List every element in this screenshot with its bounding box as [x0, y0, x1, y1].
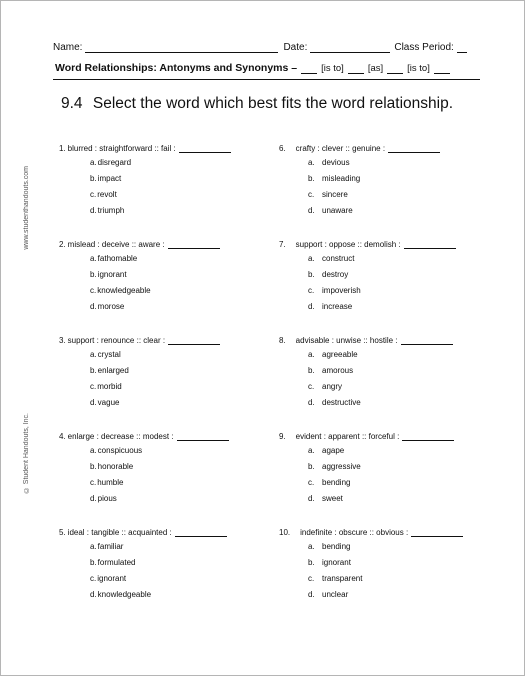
question-number: 8.: [279, 336, 286, 345]
choice-text: fathomable: [97, 254, 138, 263]
answer-choice[interactable]: [90, 174, 121, 183]
question-text: advisable : unwise :: hostile :: [295, 336, 398, 345]
answer-blank[interactable]: [402, 431, 454, 441]
choice-letter: c.: [90, 286, 97, 295]
answer-choice[interactable]: [308, 254, 354, 263]
choice-letter: b.: [90, 462, 97, 471]
choice-text: ignorant: [97, 270, 127, 279]
answer-choice[interactable]: [90, 478, 123, 487]
answer-choice[interactable]: [90, 494, 117, 503]
question-2: [59, 239, 220, 311]
choice-letter: b.: [90, 174, 97, 183]
choice-text: conspicuous: [97, 446, 143, 455]
choice-text: familiar: [97, 542, 124, 551]
name-blank: [85, 41, 278, 53]
answer-blank[interactable]: [175, 527, 227, 537]
instructions-text: Select the word which best fits the word relationship.: [92, 95, 454, 112]
answer-choice[interactable]: [308, 542, 350, 551]
question-number: 2.: [59, 240, 66, 249]
answer-choice[interactable]: [308, 206, 353, 215]
answer-blank[interactable]: [177, 431, 229, 441]
title-blank-1: [301, 63, 317, 74]
sidebar-copyright: © Student Handouts, Inc.: [23, 413, 30, 494]
question-text: support : oppose :: demolish :: [295, 240, 401, 249]
choice-text: transparent: [322, 574, 363, 583]
choice-letter: b.: [90, 366, 97, 375]
choice-letter: c.: [308, 286, 315, 295]
choice-text: bending: [322, 478, 351, 487]
answer-choice[interactable]: [308, 158, 350, 167]
answer-blank[interactable]: [404, 239, 456, 249]
answer-choice[interactable]: [308, 462, 361, 471]
answer-choice[interactable]: [308, 590, 348, 599]
question-5: [59, 527, 227, 599]
question-number: 4.: [59, 432, 66, 441]
answer-choice[interactable]: [90, 190, 117, 199]
answer-blank[interactable]: [168, 335, 220, 345]
choice-text: destructive: [322, 398, 361, 407]
question-stem: [279, 431, 454, 441]
choice-text: unaware: [322, 206, 353, 215]
question-1: [59, 143, 231, 215]
choice-letter: d.: [308, 302, 315, 311]
choice-letter: b.: [308, 270, 315, 279]
choice-letter: a.: [90, 350, 97, 359]
choice-text: morose: [97, 302, 125, 311]
title-is-to-1: [is to]: [321, 63, 344, 74]
answer-choice[interactable]: [308, 190, 348, 199]
question-3: [59, 335, 220, 407]
choice-letter: a.: [308, 446, 315, 455]
choice-letter: c.: [90, 382, 97, 391]
date-blank: [310, 41, 390, 53]
sidebar-website: www.studenthandouts.com: [23, 166, 30, 250]
question-stem: [279, 143, 440, 153]
question-text: ideal : tangible :: acquainted :: [67, 528, 172, 537]
class-period-blank: [457, 41, 467, 53]
choice-letter: d.: [308, 590, 315, 599]
answer-choice[interactable]: [90, 366, 129, 375]
choice-letter: c.: [308, 190, 315, 199]
choice-text: sweet: [322, 494, 343, 503]
answer-choice[interactable]: [308, 350, 358, 359]
choice-letter: a.: [308, 254, 315, 263]
choice-letter: d.: [308, 494, 315, 503]
answer-blank[interactable]: [388, 143, 440, 153]
choice-text: humble: [97, 478, 124, 487]
choice-text: triumph: [97, 206, 125, 215]
question-number: 1.: [59, 144, 66, 153]
answer-choice[interactable]: [90, 206, 124, 215]
answer-blank[interactable]: [401, 335, 453, 345]
answer-choice[interactable]: [308, 302, 352, 311]
answer-choice[interactable]: [90, 382, 122, 391]
answer-choice[interactable]: [308, 446, 344, 455]
question-number: 10.: [279, 528, 291, 537]
section-number: 9.4: [61, 95, 83, 112]
choice-letter: d.: [90, 494, 97, 503]
question-8: [279, 335, 453, 407]
question-stem: [59, 143, 231, 153]
question-10: [279, 527, 463, 599]
date-label: Date:: [283, 42, 308, 53]
answer-choice[interactable]: [90, 542, 123, 551]
answer-choice[interactable]: [308, 478, 350, 487]
question-stem: [59, 239, 220, 249]
answer-choice[interactable]: [90, 158, 131, 167]
title-divider: [53, 79, 480, 80]
title-text: Word Relationships: Antonyms and Synonyms –: [55, 62, 298, 74]
question-number: 9.: [279, 432, 286, 441]
title-blank-3: [387, 63, 403, 74]
choice-letter: c.: [90, 478, 97, 487]
question-number: 7.: [279, 240, 286, 249]
choice-letter: a.: [90, 158, 97, 167]
answer-choice[interactable]: [90, 350, 121, 359]
answer-choice[interactable]: [308, 574, 362, 583]
choice-letter: a.: [90, 542, 97, 551]
answer-choice[interactable]: [90, 302, 124, 311]
answer-choice[interactable]: [90, 462, 133, 471]
choice-text: vague: [97, 398, 120, 407]
choice-letter: d.: [308, 398, 315, 407]
answer-choice[interactable]: [90, 574, 126, 583]
question-4: [59, 431, 229, 503]
choice-text: revolt: [97, 190, 117, 199]
choice-text: impact: [97, 174, 122, 183]
answer-blank[interactable]: [411, 527, 463, 537]
answer-choice[interactable]: [308, 286, 361, 295]
question-text: crafty : clever :: genuine :: [295, 144, 386, 153]
question-stem: [279, 239, 456, 249]
answer-choice[interactable]: [308, 558, 351, 567]
choice-text: crystal: [97, 350, 121, 359]
choice-text: agreeable: [322, 350, 358, 359]
choice-text: formulated: [97, 558, 136, 567]
title-as: [as]: [367, 63, 384, 74]
title-is-to-2: [is to]: [407, 63, 430, 74]
answer-choice[interactable]: [308, 494, 343, 503]
choice-text: unclear: [322, 590, 349, 599]
answer-choice[interactable]: [90, 558, 135, 567]
choice-text: increase: [322, 302, 353, 311]
choice-letter: c.: [308, 382, 315, 391]
question-number: 3.: [59, 336, 66, 345]
choice-text: ignorant: [97, 574, 127, 583]
question-text: indefinite : obscure :: obvious :: [300, 528, 409, 537]
title-blank-4: [434, 63, 450, 74]
choice-text: honorable: [97, 462, 134, 471]
choice-letter: b.: [308, 366, 315, 375]
answer-choice[interactable]: [308, 382, 342, 391]
choice-letter: a.: [308, 542, 315, 551]
choice-letter: c.: [308, 574, 315, 583]
choice-letter: a.: [308, 350, 315, 359]
question-stem: [279, 335, 453, 345]
worksheet-title: [55, 62, 480, 74]
choice-letter: b.: [90, 558, 97, 567]
question-stem: [59, 431, 229, 441]
choice-text: disregard: [97, 158, 132, 167]
choice-text: ignorant: [322, 558, 351, 567]
choice-text: destroy: [322, 270, 349, 279]
question-text: enlarge : decrease :: modest :: [67, 432, 174, 441]
answer-choice[interactable]: [308, 174, 360, 183]
choice-letter: c.: [90, 574, 97, 583]
question-7: [279, 239, 456, 311]
answer-choice[interactable]: [308, 366, 353, 375]
choice-text: angry: [322, 382, 343, 391]
choice-letter: d.: [90, 398, 97, 407]
choice-letter: d.: [308, 206, 315, 215]
answer-choice[interactable]: [90, 590, 151, 599]
choice-text: devious: [322, 158, 350, 167]
choice-text: bending: [322, 542, 351, 551]
choice-text: sincere: [322, 190, 348, 199]
answer-blank[interactable]: [179, 143, 231, 153]
choice-text: enlarged: [97, 366, 129, 375]
choice-letter: c.: [308, 478, 315, 487]
choice-letter: b.: [90, 270, 97, 279]
choice-letter: c.: [90, 190, 97, 199]
question-text: mislead : deceive :: aware :: [67, 240, 165, 249]
choice-letter: b.: [308, 462, 315, 471]
question-number: 5.: [59, 528, 66, 537]
answer-choice[interactable]: [90, 270, 127, 279]
choice-text: pious: [97, 494, 117, 503]
question-text: evident : apparent :: forceful :: [295, 432, 400, 441]
name-label: Name:: [53, 42, 83, 53]
choice-text: knowledgeable: [97, 590, 152, 599]
question-stem: [279, 527, 463, 537]
choice-letter: a.: [308, 158, 315, 167]
choice-text: morbid: [97, 382, 122, 391]
choice-text: amorous: [322, 366, 354, 375]
question-stem: [59, 527, 227, 537]
choice-letter: b.: [308, 558, 315, 567]
choice-text: construct: [322, 254, 355, 263]
answer-choice[interactable]: [90, 398, 119, 407]
question-text: blurred : straightforward :: fail :: [67, 144, 176, 153]
choice-text: impoverish: [322, 286, 361, 295]
question-9: [279, 431, 454, 503]
choice-letter: b.: [308, 174, 315, 183]
choice-text: aggressive: [322, 462, 361, 471]
choice-letter: d.: [90, 302, 97, 311]
answer-choice[interactable]: [90, 446, 142, 455]
answer-choice[interactable]: [90, 286, 151, 295]
choice-letter: d.: [90, 206, 97, 215]
answer-blank[interactable]: [168, 239, 220, 249]
instructions: [61, 95, 453, 113]
question-text: support : renounce :: clear :: [67, 336, 166, 345]
answer-choice[interactable]: [90, 254, 137, 263]
choice-text: agape: [322, 446, 345, 455]
question-6: [279, 143, 440, 215]
choice-text: misleading: [322, 174, 361, 183]
question-number: 6.: [279, 144, 286, 153]
choice-text: knowledgeable: [97, 286, 151, 295]
question-stem: [59, 335, 220, 345]
choice-letter: a.: [90, 446, 97, 455]
answer-choice[interactable]: [308, 398, 361, 407]
class-period-label: Class Period:: [394, 42, 454, 53]
choice-letter: d.: [90, 590, 97, 599]
answer-choice[interactable]: [308, 270, 348, 279]
header-line: [53, 37, 480, 53]
choice-letter: a.: [90, 254, 97, 263]
title-blank-2: [348, 63, 364, 74]
